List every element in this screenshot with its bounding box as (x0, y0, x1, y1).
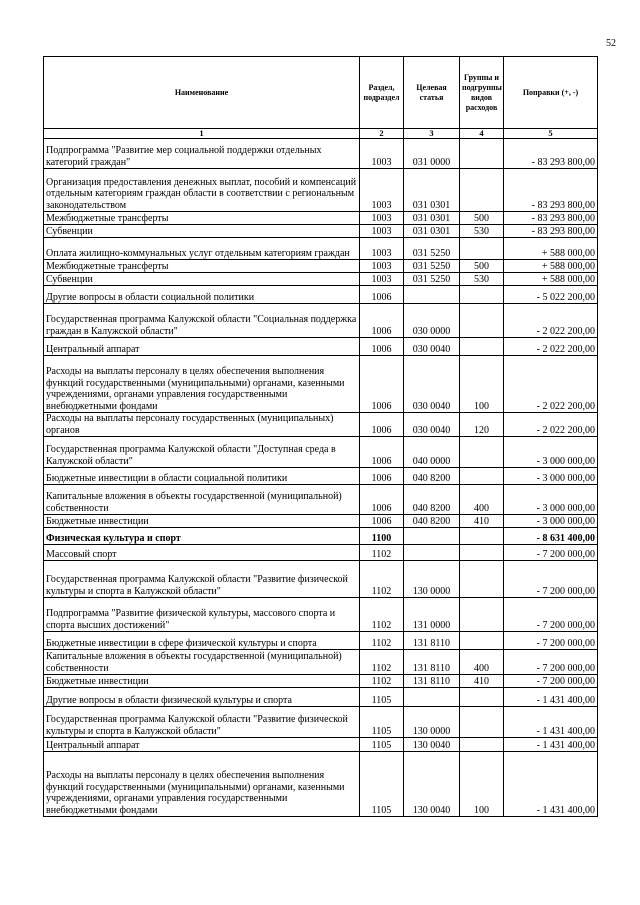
table-row (44, 212, 598, 225)
row-name: Другие вопросы в области физической культуры и спорта (44, 688, 360, 707)
table-row (44, 485, 598, 515)
row-change: - 2 022 200,00 (504, 413, 598, 437)
col-number: 1 (44, 129, 360, 139)
row-group: 100 (460, 356, 504, 413)
row-target: 031 5250 (404, 260, 460, 273)
row-change: - 7 200 000,00 (504, 598, 598, 632)
row-change: - 1 431 400,00 (504, 738, 598, 752)
row-target: 031 5250 (404, 238, 460, 260)
table-row (44, 286, 598, 304)
row-group (460, 561, 504, 598)
col-number: 4 (460, 129, 504, 139)
row-name: Другие вопросы в области социальной политики (44, 286, 360, 304)
row-target: 130 0000 (404, 561, 460, 598)
row-section: 1102 (360, 598, 404, 632)
row-group (460, 707, 504, 738)
table-row (44, 545, 598, 561)
row-section: 1006 (360, 286, 404, 304)
row-group: 500 (460, 212, 504, 225)
row-target: 131 8110 (404, 650, 460, 675)
row-change: - 83 293 800,00 (504, 139, 598, 169)
row-change: - 7 200 000,00 (504, 650, 598, 675)
row-group (460, 632, 504, 650)
col-number: 2 (360, 129, 404, 139)
table-row (44, 598, 598, 632)
row-section: 1006 (360, 356, 404, 413)
table-row (44, 304, 598, 338)
row-change: - 7 200 000,00 (504, 561, 598, 598)
table-row (44, 688, 598, 707)
row-change: - 1 431 400,00 (504, 707, 598, 738)
table-row (44, 675, 598, 688)
row-section: 1100 (360, 528, 404, 545)
row-name: Государственная программа Калужской области "Развитие физической культуры и спорта в Калужской области" (44, 561, 360, 598)
row-name: Бюджетные инвестиции (44, 515, 360, 528)
row-target: 040 8200 (404, 485, 460, 515)
row-group: 530 (460, 273, 504, 286)
row-section: 1105 (360, 738, 404, 752)
row-group (460, 139, 504, 169)
row-group (460, 468, 504, 485)
row-group: 120 (460, 413, 504, 437)
table-row (44, 273, 598, 286)
row-change: - 3 000 000,00 (504, 515, 598, 528)
row-change: - 2 022 200,00 (504, 356, 598, 413)
row-section: 1105 (360, 707, 404, 738)
col-number: 5 (504, 129, 598, 139)
row-target: 031 0000 (404, 139, 460, 169)
row-change: - 3 000 000,00 (504, 485, 598, 515)
row-name: Центральный аппарат (44, 738, 360, 752)
row-section: 1003 (360, 273, 404, 286)
row-change: - 83 293 800,00 (504, 212, 598, 225)
table-row (44, 169, 598, 212)
budget-amendments-table (43, 56, 598, 817)
row-section: 1105 (360, 752, 404, 817)
header-group: Группы и подгруппы видов расходов (460, 57, 504, 129)
row-name: Физическая культура и спорт (44, 528, 360, 545)
row-target: 130 0040 (404, 752, 460, 817)
row-target: 040 0000 (404, 437, 460, 468)
row-change: - 8 631 400,00 (504, 528, 598, 545)
row-change: - 1 431 400,00 (504, 688, 598, 707)
row-name: Расходы на выплаты персоналу в целях обеспечения выполнения функций государственными (муниципальными) органами, казенными учреждениями, органами управления государственными внебюджетными фондами (44, 356, 360, 413)
row-change: + 588 000,00 (504, 273, 598, 286)
row-section: 1102 (360, 650, 404, 675)
table-row (44, 632, 598, 650)
header-change: Поправки (+, -) (504, 57, 598, 129)
row-target (404, 286, 460, 304)
row-name: Массовый спорт (44, 545, 360, 561)
row-name: Бюджетные инвестиции в области социальной политики (44, 468, 360, 485)
row-name: Государственная программа Калужской области "Доступная среда в Калужской области" (44, 437, 360, 468)
row-target: 040 8200 (404, 468, 460, 485)
row-change: + 588 000,00 (504, 260, 598, 273)
row-name: Субвенции (44, 225, 360, 238)
table-row (44, 413, 598, 437)
row-change: - 3 000 000,00 (504, 468, 598, 485)
row-target: 030 0040 (404, 413, 460, 437)
row-section: 1102 (360, 561, 404, 598)
row-section: 1003 (360, 260, 404, 273)
row-group: 100 (460, 752, 504, 817)
row-target: 030 0040 (404, 338, 460, 356)
row-group (460, 286, 504, 304)
row-section: 1003 (360, 169, 404, 212)
header-section: Раздел, подраздел (360, 57, 404, 129)
row-group: 400 (460, 650, 504, 675)
row-name: Субвенции (44, 273, 360, 286)
row-section: 1003 (360, 139, 404, 169)
row-name: Расходы на выплаты персоналу в целях обеспечения выполнения функций государственными (муниципальными) органами, казенными учреждениями, органами управления государственными внебюджетными фондами (44, 752, 360, 817)
row-target: 031 0301 (404, 169, 460, 212)
row-group: 530 (460, 225, 504, 238)
row-section: 1102 (360, 675, 404, 688)
row-name: Организация предоставления денежных выплат, пособий и компенсаций отдельным категориям граждан области в соответствии с региональным законодательством (44, 169, 360, 212)
row-section: 1006 (360, 338, 404, 356)
table-row (44, 238, 598, 260)
table-row (44, 561, 598, 598)
row-group (460, 598, 504, 632)
row-target: 030 0040 (404, 356, 460, 413)
row-name: Центральный аппарат (44, 338, 360, 356)
row-section: 1102 (360, 545, 404, 561)
table-row (44, 707, 598, 738)
row-group (460, 688, 504, 707)
table-row (44, 528, 598, 545)
row-section: 1102 (360, 632, 404, 650)
row-name: Оплата жилищно-коммунальных услуг отдельным категориям граждан (44, 238, 360, 260)
row-change: - 7 200 000,00 (504, 675, 598, 688)
table-row (44, 468, 598, 485)
row-section: 1006 (360, 437, 404, 468)
row-name: Капитальные вложения в объекты государственной (муниципальной) собственности (44, 485, 360, 515)
table-row (44, 260, 598, 273)
row-name: Подпрограмма "Развитие мер социальной поддержки отдельных категорий граждан" (44, 139, 360, 169)
row-group: 410 (460, 675, 504, 688)
row-change: - 83 293 800,00 (504, 169, 598, 212)
row-name: Межбюджетные трансферты (44, 212, 360, 225)
table-row (44, 515, 598, 528)
row-change: - 1 431 400,00 (504, 752, 598, 817)
row-target (404, 528, 460, 545)
row-section: 1006 (360, 304, 404, 338)
row-group (460, 528, 504, 545)
row-change: + 588 000,00 (504, 238, 598, 260)
table-row (44, 437, 598, 468)
row-target: 031 5250 (404, 273, 460, 286)
row-name: Государственная программа Калужской области "Развитие физической культуры и спорта в Калужской области" (44, 707, 360, 738)
table-row (44, 338, 598, 356)
row-target (404, 545, 460, 561)
row-name: Государственная программа Калужской области "Социальная поддержка граждан в Калужской области" (44, 304, 360, 338)
row-target: 031 0301 (404, 225, 460, 238)
row-group (460, 738, 504, 752)
row-section: 1006 (360, 468, 404, 485)
row-group (460, 304, 504, 338)
row-group: 410 (460, 515, 504, 528)
row-change: - 83 293 800,00 (504, 225, 598, 238)
row-target: 130 0000 (404, 707, 460, 738)
row-change: - 7 200 000,00 (504, 545, 598, 561)
row-change: - 5 022 200,00 (504, 286, 598, 304)
header-name: Наименование (44, 57, 360, 129)
header-target: Целевая статья (404, 57, 460, 129)
row-section: 1003 (360, 212, 404, 225)
table-row (44, 139, 598, 169)
row-target: 130 0040 (404, 738, 460, 752)
table-row (44, 738, 598, 752)
row-section: 1006 (360, 485, 404, 515)
row-section: 1105 (360, 688, 404, 707)
row-target: 131 8110 (404, 632, 460, 650)
row-target: 030 0000 (404, 304, 460, 338)
row-change: - 3 000 000,00 (504, 437, 598, 468)
table-row (44, 225, 598, 238)
row-group (460, 169, 504, 212)
row-section: 1006 (360, 413, 404, 437)
row-name: Межбюджетные трансферты (44, 260, 360, 273)
row-target (404, 688, 460, 707)
row-target: 131 8110 (404, 675, 460, 688)
row-target: 040 8200 (404, 515, 460, 528)
row-name: Капитальные вложения в объекты государственной (муниципальной) собственности (44, 650, 360, 675)
row-name: Бюджетные инвестиции в сфере физической культуры и спорта (44, 632, 360, 650)
row-change: - 2 022 200,00 (504, 304, 598, 338)
col-number: 3 (404, 129, 460, 139)
row-name: Подпрограмма "Развитие физической культуры, массового спорта и спорта высших достижений" (44, 598, 360, 632)
row-change: - 2 022 200,00 (504, 338, 598, 356)
row-target: 031 0301 (404, 212, 460, 225)
table-row (44, 356, 598, 413)
row-section: 1003 (360, 238, 404, 260)
row-group: 400 (460, 485, 504, 515)
table-row (44, 752, 598, 817)
row-group (460, 437, 504, 468)
row-name: Расходы на выплаты персоналу государственных (муниципальных) органов (44, 413, 360, 437)
row-group (460, 238, 504, 260)
row-section: 1003 (360, 225, 404, 238)
table-row (44, 650, 598, 675)
row-name: Бюджетные инвестиции (44, 675, 360, 688)
row-section: 1006 (360, 515, 404, 528)
row-group: 500 (460, 260, 504, 273)
row-group (460, 338, 504, 356)
row-target: 131 0000 (404, 598, 460, 632)
page-number: 52 (606, 38, 616, 49)
row-group (460, 545, 504, 561)
row-change: - 7 200 000,00 (504, 632, 598, 650)
